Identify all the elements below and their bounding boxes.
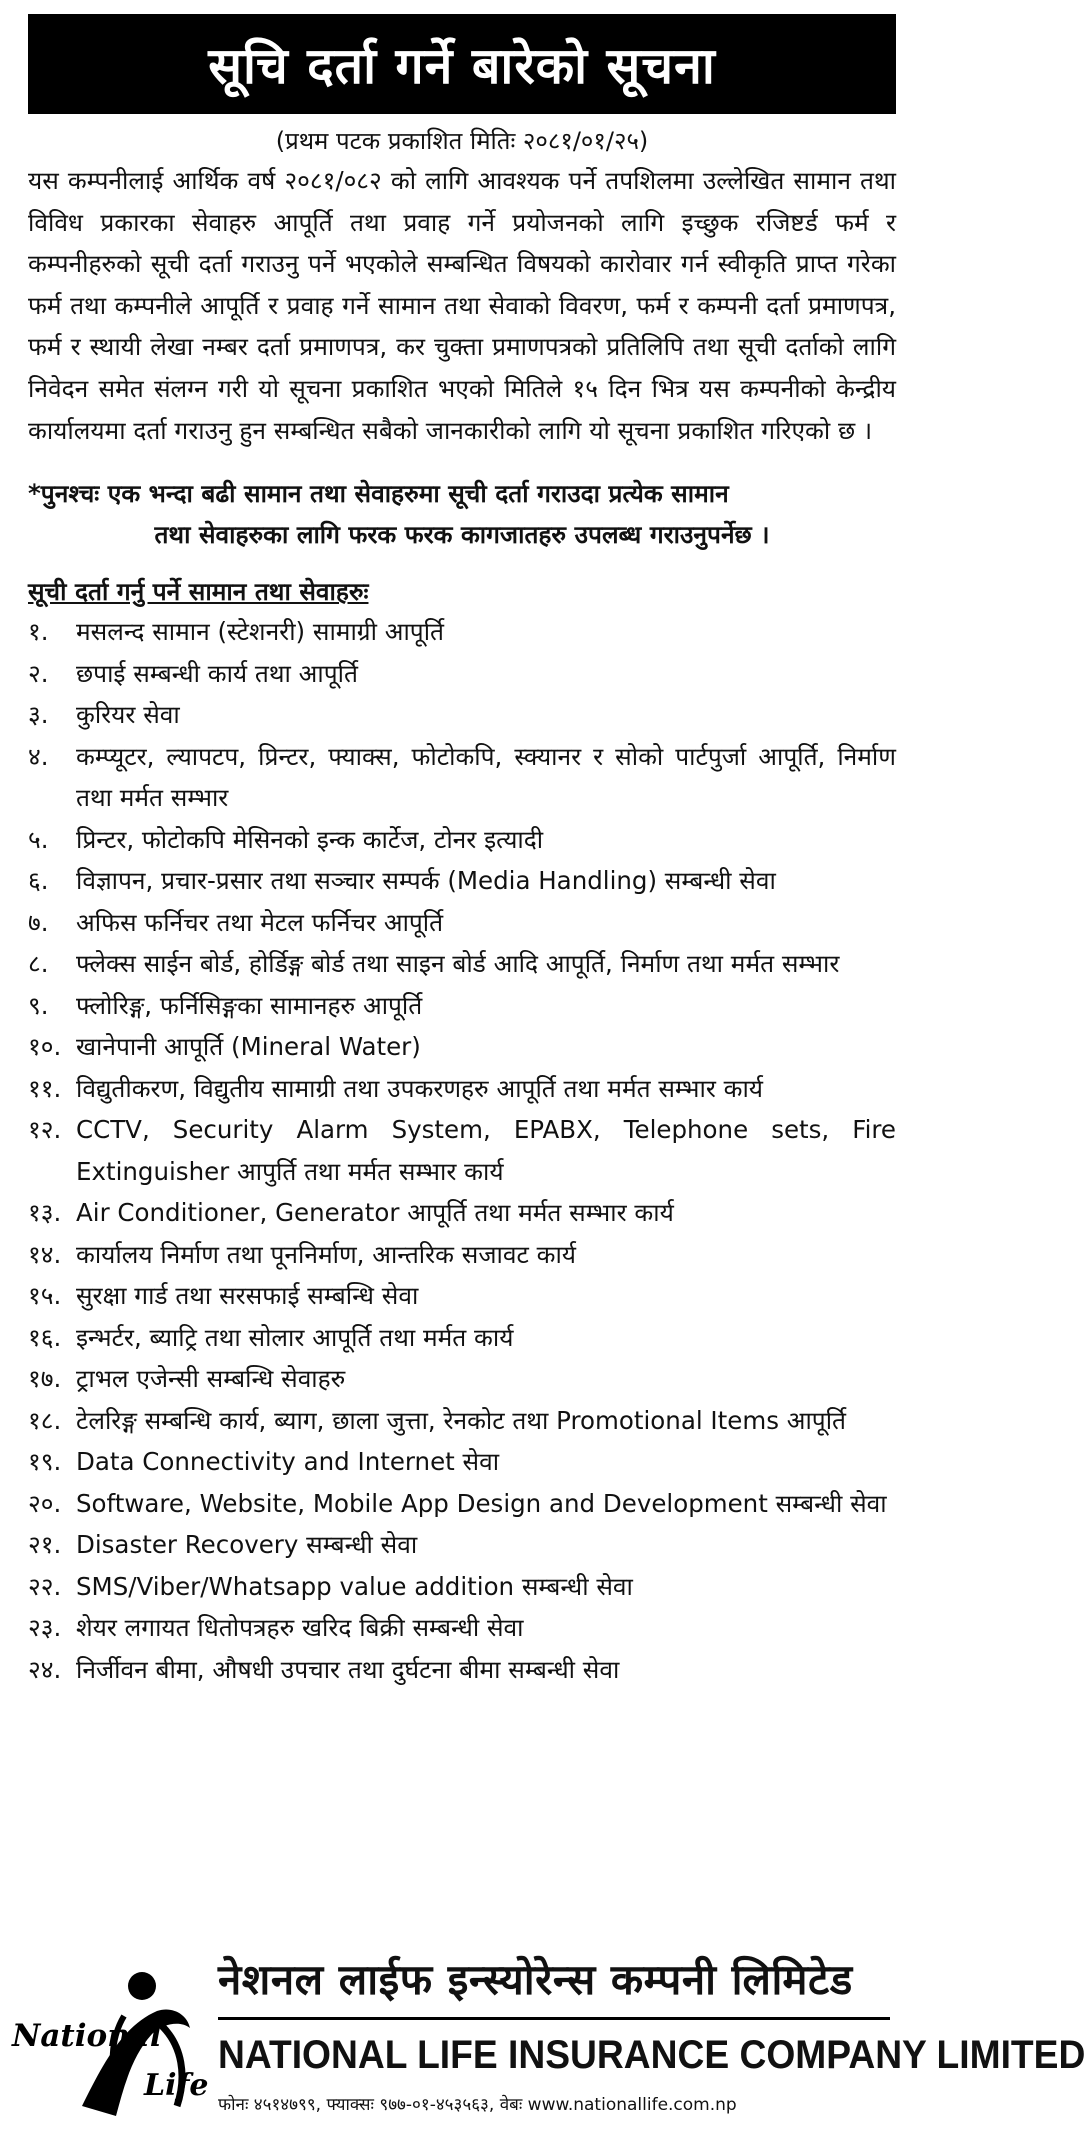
company-footer	[0, 1950, 1085, 2135]
list-item	[28, 1026, 896, 1068]
list-item	[28, 611, 896, 653]
list-item-number: ११.	[28, 1073, 62, 1103]
list-item-number: २३.	[28, 1613, 62, 1643]
list-item	[28, 819, 896, 861]
list-item-text: फ्लेक्स साईन बोर्ड, होर्डिङ्ग बोर्ड तथा साइन बोर्ड आदि आपूर्ति, निर्माण तथा मर्मत सम्भार	[76, 949, 840, 979]
list-item	[28, 1566, 896, 1608]
postscript	[28, 473, 896, 555]
list-item	[28, 1234, 896, 1276]
list-item-text: विज्ञापन, प्रचार-प्रसार तथा सञ्चार सम्पर्क (Media Handling) सम्बन्धी सेवा	[76, 866, 776, 896]
list-item-number: २.	[28, 658, 49, 688]
intro-paragraph: यस कम्पनीलाई आर्थिक वर्ष २०८१/०८२ को लागि आवश्यक पर्ने तपशिलमा उल्लेखित सामान तथा विविध प्रकारका सेवाहरु आपूर्ति तथा प्रवाह गर्ने प्रयोजनको लागि इच्छुक रजिष्टर्ड फर्म र कम्पनीहरुको सूची दर्ता गराउनु पर्ने भएकोले सम्बन्धित विषयको कारोवार गर्न स्वीकृति प्राप्त गरेका फर्म तथा कम्पनीले आपूर्ति र प्रवाह गर्ने सामान तथा सेवाको विवरण, फर्म र कम्पनी दर्ता प्रमाणपत्र, फर्म र स्थायी लेखा नम्बर दर्ता प्रमाणपत्र, कर चुक्ता प्रमाणपत्रको प्रतिलिपि तथा सूची दर्ताको लागि निवेदन समेत संलग्न गरी यो सूचना प्रकाशित भएको मितिले १५ दिन भित्र यस कम्पनीको केन्द्रीय कार्यालयमा दर्ता गराउनु हुन सम्बन्धित सबैको जानकारीको लागि यो सूचना प्रकाशित गरिएको छ ।	[28, 166, 896, 445]
list-item	[28, 1400, 896, 1442]
list-item-number: २४.	[28, 1654, 62, 1684]
list-item	[28, 1109, 896, 1192]
list-item	[28, 1649, 896, 1691]
logo-word-life: Life	[144, 2068, 209, 2103]
services-list	[28, 611, 896, 1690]
company-name-divider	[218, 2017, 890, 2020]
list-item-text: CCTV, Security Alarm System, EPABX, Telephone sets, Fire Extinguisher आपुर्ति तथा मर्मत सम्भार कार्य	[76, 1115, 896, 1186]
list-item-number: ४.	[28, 741, 49, 771]
list-item-number: १८.	[28, 1405, 62, 1435]
list-item-text: निर्जीवन बीमा, औषधी उपचार तथा दुर्घटना बीमा सम्बन्धी सेवा	[76, 1654, 620, 1684]
notice-title	[28, 14, 896, 114]
list-item	[28, 694, 896, 736]
notice-title-text: सूचि दर्ता गर्ने बारेको सूचना	[208, 37, 716, 95]
list-item-text: फ्लोरिङ्ग, फर्निसिङ्गका सामानहरु आपूर्ति	[76, 990, 423, 1020]
postscript-line2: तथा सेवाहरुका लागि फरक फरक कागजातहरु उपलब्ध गराउनुपर्नेछ ।	[154, 520, 770, 550]
list-item	[28, 1275, 896, 1317]
list-item-number: ५.	[28, 824, 49, 854]
list-item-text: विद्युतीकरण, विद्युतीय सामाग्री तथा उपकरणहरु आपूर्ति तथा मर्मत सम्भार कार्य	[76, 1073, 764, 1103]
list-item-text: Data Connectivity and Internet सेवा	[76, 1447, 500, 1477]
list-item-number: १७.	[28, 1364, 62, 1394]
logo-word-national: National	[12, 2018, 162, 2054]
list-item	[28, 1441, 896, 1483]
list-item-number: ८.	[28, 949, 49, 979]
list-item	[28, 943, 896, 985]
list-item-text: कम्प्यूटर, ल्यापटप, प्रिन्टर, फ्याक्स, फोटोकपि, स्क्यानर र सोको पार्टपुर्जा आपूर्ति, निर्माण तथा मर्मत सम्भार	[76, 741, 896, 813]
list-item-number: १६.	[28, 1322, 62, 1352]
list-item	[28, 1317, 896, 1359]
list-item-number: २२.	[28, 1571, 62, 1601]
list-item-text: छपाई सम्बन्धी कार्य तथा आपूर्ति	[76, 658, 358, 688]
list-item-number: ३.	[28, 700, 49, 730]
list-item-text: खानेपानी आपूर्ति (Mineral Water)	[76, 1032, 421, 1062]
list-item	[28, 902, 896, 944]
list-item	[28, 985, 896, 1027]
list-item-number: १०.	[28, 1032, 62, 1062]
list-item-number: १२.	[28, 1115, 62, 1145]
list-item-number: ६.	[28, 866, 49, 896]
company-name-nepali: नेशनल लाईफ इन्स्योरेन्स कम्पनी लिमिटेड	[218, 1955, 853, 2004]
list-item	[28, 860, 896, 902]
list-item-text: सुरक्षा गार्ड तथा सरसफाई सम्बन्धि सेवा	[76, 1281, 419, 1311]
list-item-text: ट्राभल एजेन्सी सम्बन्धि सेवाहरु	[76, 1364, 346, 1394]
list-item-text: कुरियर सेवा	[76, 700, 180, 730]
list-item-number: २१.	[28, 1530, 62, 1560]
list-item	[28, 1192, 896, 1234]
list-item	[28, 653, 896, 695]
list-item-number: ९.	[28, 990, 49, 1020]
list-item-text: प्रिन्टर, फोटोकपि मेसिनको इन्क कार्टेज, टोनर इत्यादी	[76, 824, 544, 854]
list-item-number: १.	[28, 617, 49, 647]
list-heading: सूची दर्ता गर्नु पर्ने सामान तथा सेवाहरुः	[28, 577, 369, 607]
first-published-date: (प्रथम पटक प्रकाशित मितिः २०८१/०१/२५)	[275, 127, 649, 155]
postscript-line1: *पुनश्चः एक भन्दा बढी सामान तथा सेवाहरुमा सूची दर्ता गराउदा प्रत्येक सामान	[28, 479, 729, 509]
list-item-number: २०.	[28, 1488, 62, 1518]
list-item-text: शेयर लगायत धितोपत्रहरु खरिद बिक्री सम्बन्धी सेवा	[76, 1613, 524, 1643]
list-item-text: कार्यालय निर्माण तथा पूननिर्माण, आन्तरिक सजावट कार्य	[76, 1239, 576, 1269]
list-item-text: Software, Website, Mobile App Design and Development सम्बन्धी सेवा	[76, 1488, 887, 1518]
list-item-text: मसलन्द सामान (स्टेशनरी) सामाग्री आपूर्ति	[76, 617, 445, 647]
list-item	[28, 1524, 896, 1566]
company-contact: फोनः ४५१४७९९, फ्याक्सः ९७७-०१-४५३५६३, वेबः www.nationallife.com.np	[218, 2095, 737, 2115]
list-item-number: १३.	[28, 1198, 62, 1228]
list-item-text: टेलरिङ्ग सम्बन्धि कार्य, ब्याग, छाला जुत्ता, रेनकोट तथा Promotional Items आपूर्ति	[76, 1405, 847, 1435]
list-item-text: इन्भर्टर, ब्याट्रि तथा सोलार आपूर्ति तथा मर्मत कार्य	[76, 1322, 514, 1352]
list-item-number: १५.	[28, 1281, 62, 1311]
list-item	[28, 736, 896, 819]
list-item	[28, 1483, 896, 1525]
list-item-number: १४.	[28, 1239, 62, 1269]
company-logo	[12, 1956, 209, 2126]
list-item-text: अफिस फर्निचर तथा मेटल फर्निचर आपूर्ति	[76, 907, 444, 937]
list-item-text: SMS/Viber/Whatsapp value addition सम्बन्धी सेवा	[76, 1571, 633, 1601]
list-item-number: ७.	[28, 907, 49, 937]
list-item	[28, 1358, 896, 1400]
list-item	[28, 1607, 896, 1649]
list-item-text: Air Conditioner, Generator आपूर्ति तथा मर्मत सम्भार कार्य	[76, 1198, 674, 1228]
company-name-english: NATIONAL LIFE INSURANCE COMPANY LIMITED	[218, 2033, 1085, 2077]
list-item-number: १९.	[28, 1447, 62, 1477]
list-item	[28, 1068, 896, 1110]
list-item-text: Disaster Recovery सम्बन्धी सेवा	[76, 1530, 418, 1560]
